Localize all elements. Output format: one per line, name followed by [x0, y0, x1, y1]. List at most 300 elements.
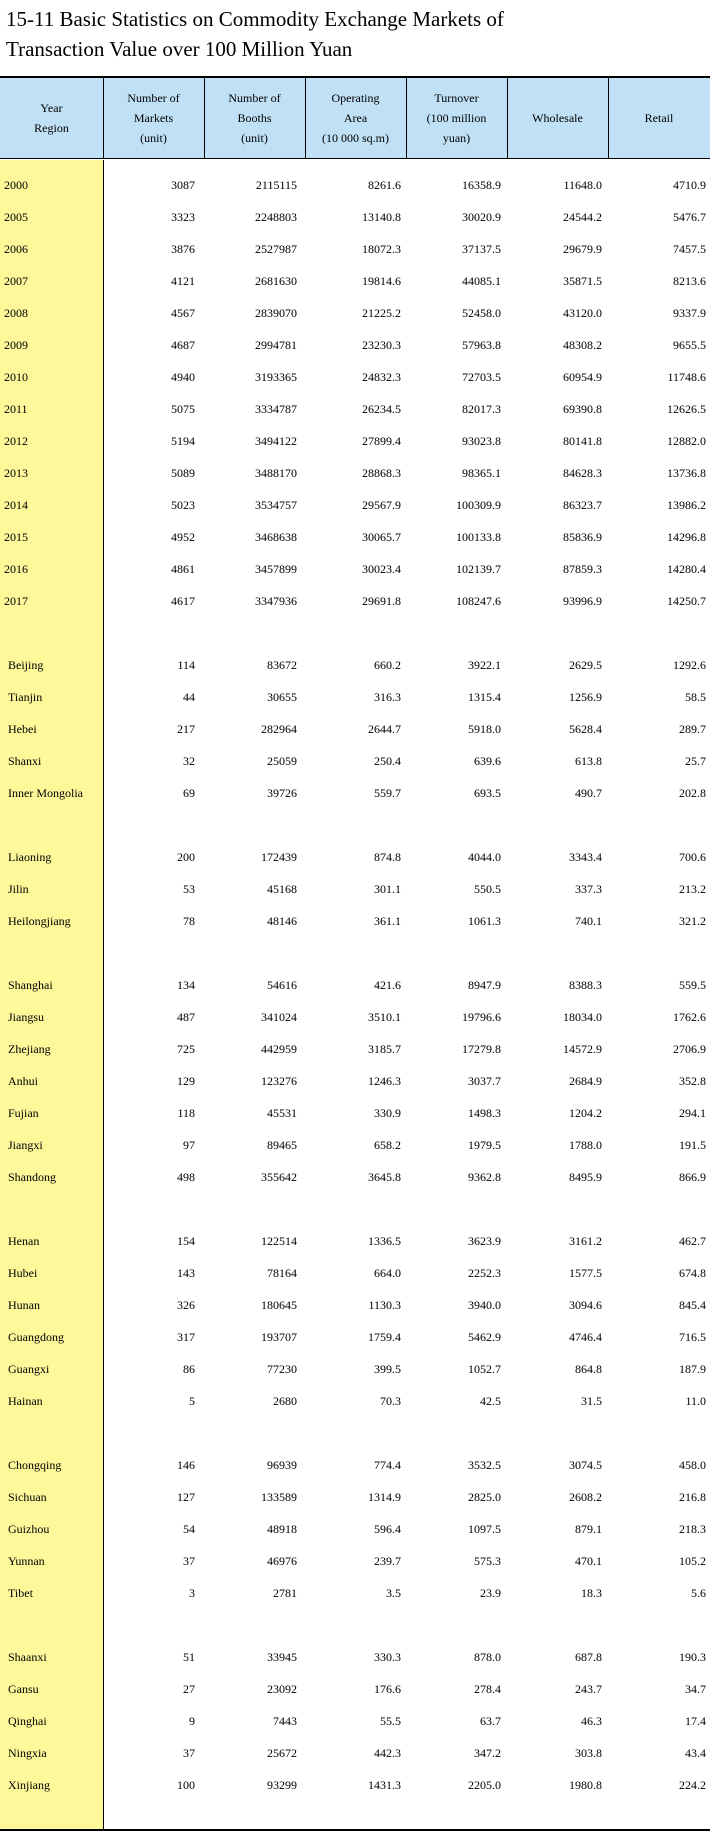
- table-cell: 347.2: [474, 1746, 501, 1760]
- table-cell: 303.8: [575, 1746, 602, 1760]
- table-header: [0, 78, 710, 159]
- table-cell: 23.9: [480, 1586, 501, 1600]
- table-cell: 361.1: [374, 914, 401, 928]
- region-label: Tibet: [8, 1586, 33, 1600]
- region-label: Hainan: [8, 1394, 43, 1408]
- table-cell: 355642: [261, 1170, 297, 1184]
- table-cell: 1256.9: [569, 690, 602, 704]
- table-cell: 54616: [267, 978, 297, 992]
- table-cell: 14250.7: [667, 594, 706, 608]
- table-cell: 2644.7: [368, 722, 401, 736]
- table-cell: 9362.8: [468, 1170, 501, 1184]
- region-label: Fujian: [8, 1106, 39, 1120]
- table-cell: 1759.4: [368, 1330, 401, 1344]
- table-cell: 490.7: [575, 786, 602, 800]
- table-cell: 1980.8: [569, 1778, 602, 1792]
- table-cell: 9: [189, 1714, 195, 1728]
- table-cell: 69390.8: [563, 402, 602, 416]
- table-cell: 4940: [171, 370, 195, 384]
- table-cell: 4861: [171, 562, 195, 576]
- table-cell: 12626.5: [667, 402, 706, 416]
- table-row: [0, 331, 710, 359]
- table-cell: 639.6: [474, 754, 501, 768]
- table-cell: 180645: [261, 1298, 297, 1312]
- table-row: [0, 1739, 710, 1767]
- table-cell: 29567.9: [362, 498, 401, 512]
- table-row: [0, 587, 710, 615]
- table-cell: 5: [189, 1394, 195, 1408]
- table-cell: 9337.9: [673, 306, 706, 320]
- table-cell: 3: [189, 1586, 195, 1600]
- table-cell: 1498.3: [468, 1106, 501, 1120]
- table-cell: 1130.3: [368, 1298, 401, 1312]
- table-cell: 3940.0: [468, 1298, 501, 1312]
- table-cell: 193707: [261, 1330, 297, 1344]
- table-cell: 77230: [267, 1362, 297, 1376]
- table-cell: 23230.3: [362, 338, 401, 352]
- table-cell: 25.7: [685, 754, 706, 768]
- table-cell: 4121: [171, 274, 195, 288]
- table-cell: 35871.5: [563, 274, 602, 288]
- table-row: [0, 1579, 710, 1607]
- region-label: Sichuan: [8, 1490, 47, 1504]
- table-cell: 4746.4: [569, 1330, 602, 1344]
- region-label: Zhejiang: [8, 1042, 51, 1056]
- table-cell: 86: [183, 1362, 195, 1376]
- table-row: [0, 1323, 710, 1351]
- table-cell: 93996.9: [563, 594, 602, 608]
- table-cell: 458.0: [679, 1458, 706, 1472]
- table-cell: 2115115: [255, 178, 297, 192]
- table-cell: 321.2: [679, 914, 706, 928]
- table-cell: 34.7: [685, 1682, 706, 1696]
- year-label: 2015: [4, 530, 28, 544]
- region-label: Qinghai: [8, 1714, 47, 1728]
- table-cell: 462.7: [679, 1234, 706, 1248]
- table-cell: 3494122: [255, 434, 297, 448]
- region-label: Anhui: [8, 1074, 38, 1088]
- table-cell: 3094.6: [569, 1298, 602, 1312]
- table-cell: 326: [177, 1298, 195, 1312]
- table-cell: 498: [177, 1170, 195, 1184]
- table-cell: 14296.8: [667, 530, 706, 544]
- table-cell: 37: [183, 1554, 195, 1568]
- table-row: [0, 1259, 710, 1287]
- table-cell: 18034.0: [563, 1010, 602, 1024]
- table-cell: 470.1: [575, 1554, 602, 1568]
- region-label: Liaoning: [8, 850, 52, 864]
- table-cell: 33945: [267, 1650, 297, 1664]
- region-label: Guangdong: [8, 1330, 64, 1344]
- table-cell: 330.3: [374, 1650, 401, 1664]
- table-cell: 30655: [267, 690, 297, 704]
- region-label: Jilin: [8, 882, 29, 896]
- table-cell: 8495.9: [569, 1170, 602, 1184]
- table-cell: 874.8: [374, 850, 401, 864]
- table-cell: 3623.9: [468, 1234, 501, 1248]
- table-cell: 2608.2: [569, 1490, 602, 1504]
- table-cell: 559.7: [374, 786, 401, 800]
- table-row: [0, 1003, 710, 1031]
- table-cell: 21225.2: [362, 306, 401, 320]
- table-cell: 243.7: [575, 1682, 602, 1696]
- table-cell: 24832.3: [362, 370, 401, 384]
- statistics-table: [0, 76, 710, 1831]
- table-cell: 7457.5: [673, 242, 706, 256]
- table-cell: 202.8: [679, 786, 706, 800]
- table-cell: 1204.2: [569, 1106, 602, 1120]
- table-cell: 98365.1: [462, 466, 501, 480]
- table-cell: 3074.5: [569, 1458, 602, 1472]
- year-label: 2005: [4, 210, 28, 224]
- table-cell: 18072.3: [362, 242, 401, 256]
- table-cell: 1762.6: [673, 1010, 706, 1024]
- table-cell: 102139.7: [456, 562, 501, 576]
- region-label: Heilongjiang: [8, 914, 71, 928]
- table-row: [0, 203, 710, 231]
- table-cell: 122514: [261, 1234, 297, 1248]
- table-cell: 30020.9: [462, 210, 501, 224]
- table-cell: 4687: [171, 338, 195, 352]
- table-cell: 5.6: [691, 1586, 706, 1600]
- year-label: 2014: [4, 498, 28, 512]
- table-cell: 700.6: [679, 850, 706, 864]
- table-cell: 54: [183, 1522, 195, 1536]
- table-cell: 5075: [171, 402, 195, 416]
- region-label: Ningxia: [8, 1746, 47, 1760]
- table-cell: 80141.8: [563, 434, 602, 448]
- table-cell: 96939: [267, 1458, 297, 1472]
- table-cell: 596.4: [374, 1522, 401, 1536]
- table-cell: 58.5: [685, 690, 706, 704]
- table-cell: 19814.6: [362, 274, 401, 288]
- table-row: [0, 555, 710, 583]
- table-cell: 224.2: [679, 1778, 706, 1792]
- table-cell: 3334787: [255, 402, 297, 416]
- table-cell: 78: [183, 914, 195, 928]
- table-cell: 5462.9: [468, 1330, 501, 1344]
- table-cell: 78164: [267, 1266, 297, 1280]
- table-cell: 24544.2: [563, 210, 602, 224]
- table-row: [0, 1035, 710, 1063]
- table-cell: 63.7: [480, 1714, 501, 1728]
- table-cell: 2248803: [255, 210, 297, 224]
- table-cell: 2252.3: [468, 1266, 501, 1280]
- table-cell: 866.9: [679, 1170, 706, 1184]
- table-cell: 51: [183, 1650, 195, 1664]
- table-cell: 1314.9: [368, 1490, 401, 1504]
- table-cell: 82017.3: [462, 402, 501, 416]
- table-cell: 740.1: [575, 914, 602, 928]
- region-label: Shanghai: [8, 978, 53, 992]
- table-cell: 3922.1: [468, 658, 501, 672]
- table-cell: 4952: [171, 530, 195, 544]
- table-cell: 3645.8: [368, 1170, 401, 1184]
- table-title-line-2: Transaction Value over 100 Million Yuan: [6, 37, 353, 61]
- table-cell: 289.7: [679, 722, 706, 736]
- table-cell: 3087: [171, 178, 195, 192]
- table-cell: 105.2: [679, 1554, 706, 1568]
- table-cell: 14280.4: [667, 562, 706, 576]
- table-cell: 2825.0: [468, 1490, 501, 1504]
- table-cell: 341024: [261, 1010, 297, 1024]
- table-row: [0, 235, 710, 263]
- table-cell: 559.5: [679, 978, 706, 992]
- table-cell: 11748.6: [667, 370, 706, 384]
- table-cell: 11648.0: [563, 178, 602, 192]
- table-cell: 25672: [267, 1746, 297, 1760]
- table-row: [0, 1707, 710, 1735]
- table-cell: 2680: [273, 1394, 297, 1408]
- table-cell: 2629.5: [569, 658, 602, 672]
- year-label: 2009: [4, 338, 28, 352]
- table-cell: 176.6: [374, 1682, 401, 1696]
- header-wholesale: Wholesale: [532, 111, 583, 125]
- table-cell: 127: [177, 1490, 195, 1504]
- table-cell: 1788.0: [569, 1138, 602, 1152]
- year-label: 2017: [4, 594, 28, 608]
- table-row: [0, 1771, 710, 1799]
- table-row: [0, 491, 710, 519]
- table-cell: 216.8: [679, 1490, 706, 1504]
- table-cell: 187.9: [679, 1362, 706, 1376]
- table-cell: 845.4: [679, 1298, 706, 1312]
- table-cell: 2781: [273, 1586, 297, 1600]
- table-cell: 3185.7: [368, 1042, 401, 1056]
- header-year-region: Year Region: [34, 101, 69, 135]
- table-row: [0, 779, 710, 807]
- region-label: Guangxi: [8, 1362, 50, 1376]
- table-cell: 5476.7: [673, 210, 706, 224]
- table-cell: 3532.5: [468, 1458, 501, 1472]
- table-cell: 39726: [267, 786, 297, 800]
- table-cell: 93023.8: [462, 434, 501, 448]
- table-row: [0, 971, 710, 999]
- table-cell: 4044.0: [468, 850, 501, 864]
- table-cell: 213.2: [679, 882, 706, 896]
- year-label: 2011: [4, 402, 28, 416]
- table-cell: 317: [177, 1330, 195, 1344]
- table-cell: 17.4: [685, 1714, 706, 1728]
- region-label: Yunnan: [8, 1554, 45, 1568]
- table-cell: 154: [177, 1234, 195, 1248]
- table-cell: 191.5: [679, 1138, 706, 1152]
- table-cell: 1061.3: [468, 914, 501, 928]
- table-cell: 575.3: [474, 1554, 501, 1568]
- table-cell: 250.4: [374, 754, 401, 768]
- table-cell: 23092: [267, 1682, 297, 1696]
- header-operating-area: Operating Area (10 000 sq.m): [322, 91, 389, 145]
- table-cell: 664.0: [374, 1266, 401, 1280]
- table-cell: 8261.6: [368, 178, 401, 192]
- table-row: [0, 1227, 710, 1255]
- region-label: Chongqing: [8, 1458, 62, 1472]
- table-cell: 239.7: [374, 1554, 401, 1568]
- table-cell: 129: [177, 1074, 195, 1088]
- table-cell: 1052.7: [468, 1362, 501, 1376]
- table-cell: 27899.4: [362, 434, 401, 448]
- header-number-of-booths: Number of Booths (unit): [228, 91, 281, 145]
- table-cell: 3.5: [386, 1586, 401, 1600]
- table-cell: 84628.3: [563, 466, 602, 480]
- region-label: Henan: [8, 1234, 40, 1248]
- table-cell: 19796.6: [462, 1010, 501, 1024]
- table-cell: 5089: [171, 466, 195, 480]
- table-cell: 5628.4: [569, 722, 602, 736]
- table-cell: 687.8: [575, 1650, 602, 1664]
- table-cell: 200: [177, 850, 195, 864]
- table-cell: 3468638: [255, 530, 297, 544]
- table-cell: 57963.8: [462, 338, 501, 352]
- table-row: [0, 1483, 710, 1511]
- table-cell: 2684.9: [569, 1074, 602, 1088]
- table-row: [0, 427, 710, 455]
- table-cell: 14572.9: [563, 1042, 602, 1056]
- table-cell: 55.5: [380, 1714, 401, 1728]
- table-cell: 27: [183, 1682, 195, 1696]
- table-cell: 8213.6: [673, 274, 706, 288]
- table-cell: 7443: [273, 1714, 297, 1728]
- table-row: [0, 395, 710, 423]
- table-cell: 442959: [261, 1042, 297, 1056]
- table-cell: 85836.9: [563, 530, 602, 544]
- table-cell: 46976: [267, 1554, 297, 1568]
- table-cell: 13986.2: [667, 498, 706, 512]
- table-cell: 72703.5: [462, 370, 501, 384]
- table-title: [6, 4, 706, 64]
- table-cell: 716.5: [679, 1330, 706, 1344]
- table-row: [0, 1515, 710, 1543]
- table-cell: 146: [177, 1458, 195, 1472]
- header-turnover: Turnover (100 million yuan): [426, 91, 487, 145]
- table-cell: 3161.2: [569, 1234, 602, 1248]
- table-cell: 18.3: [581, 1586, 602, 1600]
- table-cell: 421.6: [374, 978, 401, 992]
- table-cell: 86323.7: [563, 498, 602, 512]
- table-cell: 100309.9: [456, 498, 501, 512]
- table-cell: 69: [183, 786, 195, 800]
- table-row: [0, 1547, 710, 1575]
- table-cell: 190.3: [679, 1650, 706, 1664]
- region-label: Shanxi: [8, 754, 42, 768]
- table-row: [0, 267, 710, 295]
- region-label: Jiangsu: [8, 1010, 44, 1024]
- region-label: Inner Mongolia: [8, 786, 83, 800]
- table-cell: 2681630: [255, 274, 297, 288]
- table-cell: 53: [183, 882, 195, 896]
- table-row: [0, 1131, 710, 1159]
- table-cell: 316.3: [374, 690, 401, 704]
- table-cell: 70.3: [380, 1394, 401, 1408]
- table-row: [0, 747, 710, 775]
- table-row: [0, 171, 710, 199]
- table-row: [0, 1291, 710, 1319]
- table-cell: 674.8: [679, 1266, 706, 1280]
- table-cell: 550.5: [474, 882, 501, 896]
- table-cell: 3534757: [255, 498, 297, 512]
- region-label: Jiangxi: [8, 1138, 43, 1152]
- table-row: [0, 715, 710, 743]
- table-row: [0, 1451, 710, 1479]
- table-cell: 48146: [267, 914, 297, 928]
- table-cell: 43.4: [685, 1746, 706, 1760]
- table-cell: 352.8: [679, 1074, 706, 1088]
- table-cell: 5194: [171, 434, 195, 448]
- table-cell: 43120.0: [563, 306, 602, 320]
- table-cell: 693.5: [474, 786, 501, 800]
- table-cell: 45531: [267, 1106, 297, 1120]
- table-row: [0, 843, 710, 871]
- region-label: Tianjin: [8, 690, 43, 704]
- table-cell: 442.3: [374, 1746, 401, 1760]
- table-cell: 89465: [267, 1138, 297, 1152]
- table-cell: 60954.9: [563, 370, 602, 384]
- table-cell: 143: [177, 1266, 195, 1280]
- year-label: 2000: [4, 178, 28, 192]
- table-cell: 87859.3: [563, 562, 602, 576]
- year-label: 2010: [4, 370, 28, 384]
- region-label: Hubei: [8, 1266, 38, 1280]
- table-cell: 879.1: [575, 1522, 602, 1536]
- table-cell: 17279.8: [462, 1042, 501, 1056]
- table-row: [0, 1099, 710, 1127]
- region-label: Xinjiang: [8, 1778, 50, 1792]
- table-cell: 134: [177, 978, 195, 992]
- table-cell: 3037.7: [468, 1074, 501, 1088]
- table-cell: 13736.8: [667, 466, 706, 480]
- header-retail: Retail: [644, 111, 674, 125]
- table-cell: 5918.0: [468, 722, 501, 736]
- table-cell: 42.5: [480, 1394, 501, 1408]
- table-row: [0, 683, 710, 711]
- table-cell: 878.0: [474, 1650, 501, 1664]
- table-cell: 3343.4: [569, 850, 602, 864]
- table-row: [0, 1355, 710, 1383]
- table-cell: 337.3: [575, 882, 602, 896]
- region-label: Gansu: [8, 1682, 39, 1696]
- table-row: [0, 1387, 710, 1415]
- table-cell: 1979.5: [468, 1138, 501, 1152]
- table-cell: 725: [177, 1042, 195, 1056]
- table-cell: 44085.1: [462, 274, 501, 288]
- region-label: Shaanxi: [8, 1650, 47, 1664]
- table-cell: 30023.4: [362, 562, 401, 576]
- table-row: [0, 363, 710, 391]
- table-cell: 2994781: [255, 338, 297, 352]
- year-label: 2008: [4, 306, 28, 320]
- table-cell: 278.4: [474, 1682, 501, 1696]
- table-cell: 44: [183, 690, 195, 704]
- table-row: [0, 651, 710, 679]
- table-cell: 48918: [267, 1522, 297, 1536]
- table-row: [0, 299, 710, 327]
- table-cell: 11.0: [685, 1394, 706, 1408]
- header-number-of-markets: Number of Markets (unit): [127, 91, 180, 145]
- table-cell: 2706.9: [673, 1042, 706, 1056]
- table-cell: 2839070: [255, 306, 297, 320]
- table-row: [0, 1163, 710, 1191]
- region-label: Beijing: [8, 658, 44, 672]
- table-cell: 30065.7: [362, 530, 401, 544]
- table-cell: 31.5: [581, 1394, 602, 1408]
- table-cell: 8947.9: [468, 978, 501, 992]
- table-cell: 12882.0: [667, 434, 706, 448]
- table-cell: 330.9: [374, 1106, 401, 1120]
- table-title-line-1: 15-11 Basic Statistics on Commodity Exchange Markets of: [6, 7, 504, 31]
- table-cell: 32: [183, 754, 195, 768]
- table-row: [0, 1643, 710, 1671]
- table-row: [0, 875, 710, 903]
